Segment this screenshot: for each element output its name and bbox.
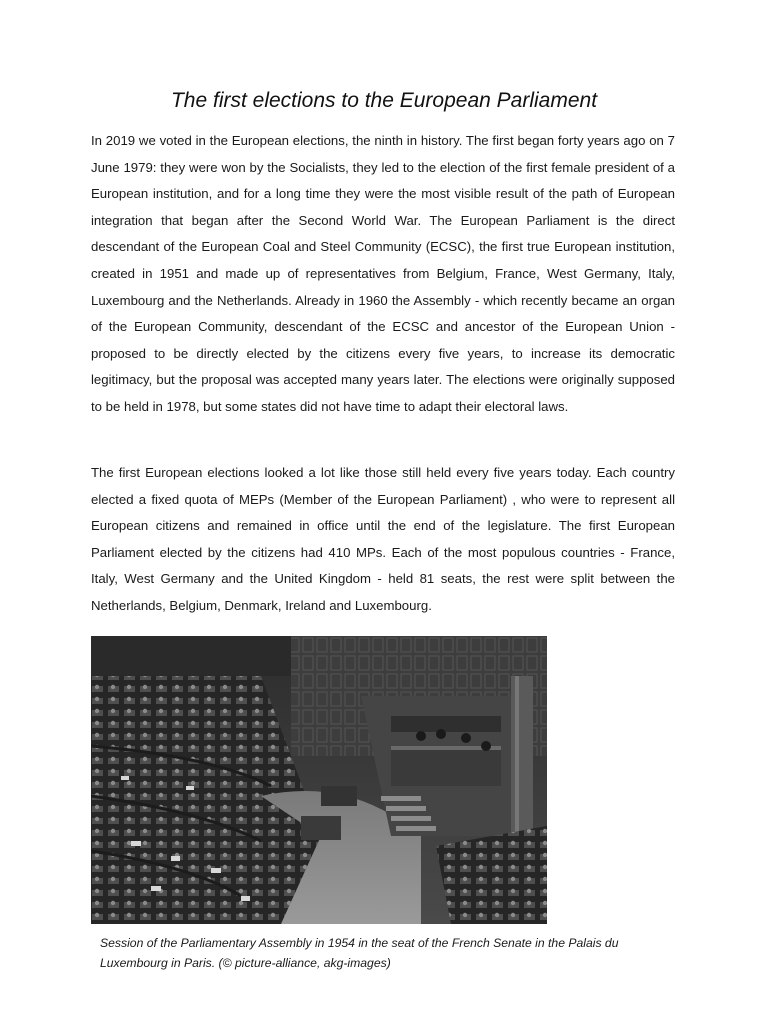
- photo-caption: Session of the Parliamentary Assembly in 1954 in the seat of the French Senate in the Palais du Luxembourg in Paris. (© picture-alliance, akg-images): [100, 936, 619, 970]
- parliament-photo-illustration: [91, 636, 547, 924]
- parliament-session-photo: [91, 636, 547, 924]
- paragraph-1: In 2019 we voted in the European elections, the ninth in history. The first began forty years ago on 7 June 1979: they were won by the Socialists, they led to the election of the first female president of a European institution, and for a long time they were the most visible result of the path of European integration that began after the Second World War. The European Parliament is the direct descendant of the European Coal and Steel Community (ECSC), the first true European institution, created in 1951 and made up of representatives from Belgium, France, West Germany, Italy, Luxembourg and the Netherlands. Already in 1960 the Assembly - which recently became an organ of the European Community, descendant of the ECSC and ancestor of the European Union - proposed to be directly elected by the citizens every five years, to increase its democratic legitimacy, but the proposal was accepted many years later. The elections were originally supposed to be held in 1978, but some states did not have time to adapt their electoral laws.: [91, 133, 675, 414]
- document-title: The first elections to the European Parliament: [170, 89, 598, 112]
- paragraph-2: The first European elections looked a lot like those still held every five years today. Each country elected a fixed quota of MEPs (Member of the European Parliament) , who were to represent all European citizens and remained in office until the end of the legislature. The first European Parliament elected by the citizens had 410 MPs. Each of the most populous countries - France, Italy, West Germany and the United Kingdom - held 81 seats, the rest were split between the Netherlands, Belgium, Denmark, Ireland and Luxembourg.: [91, 465, 675, 613]
